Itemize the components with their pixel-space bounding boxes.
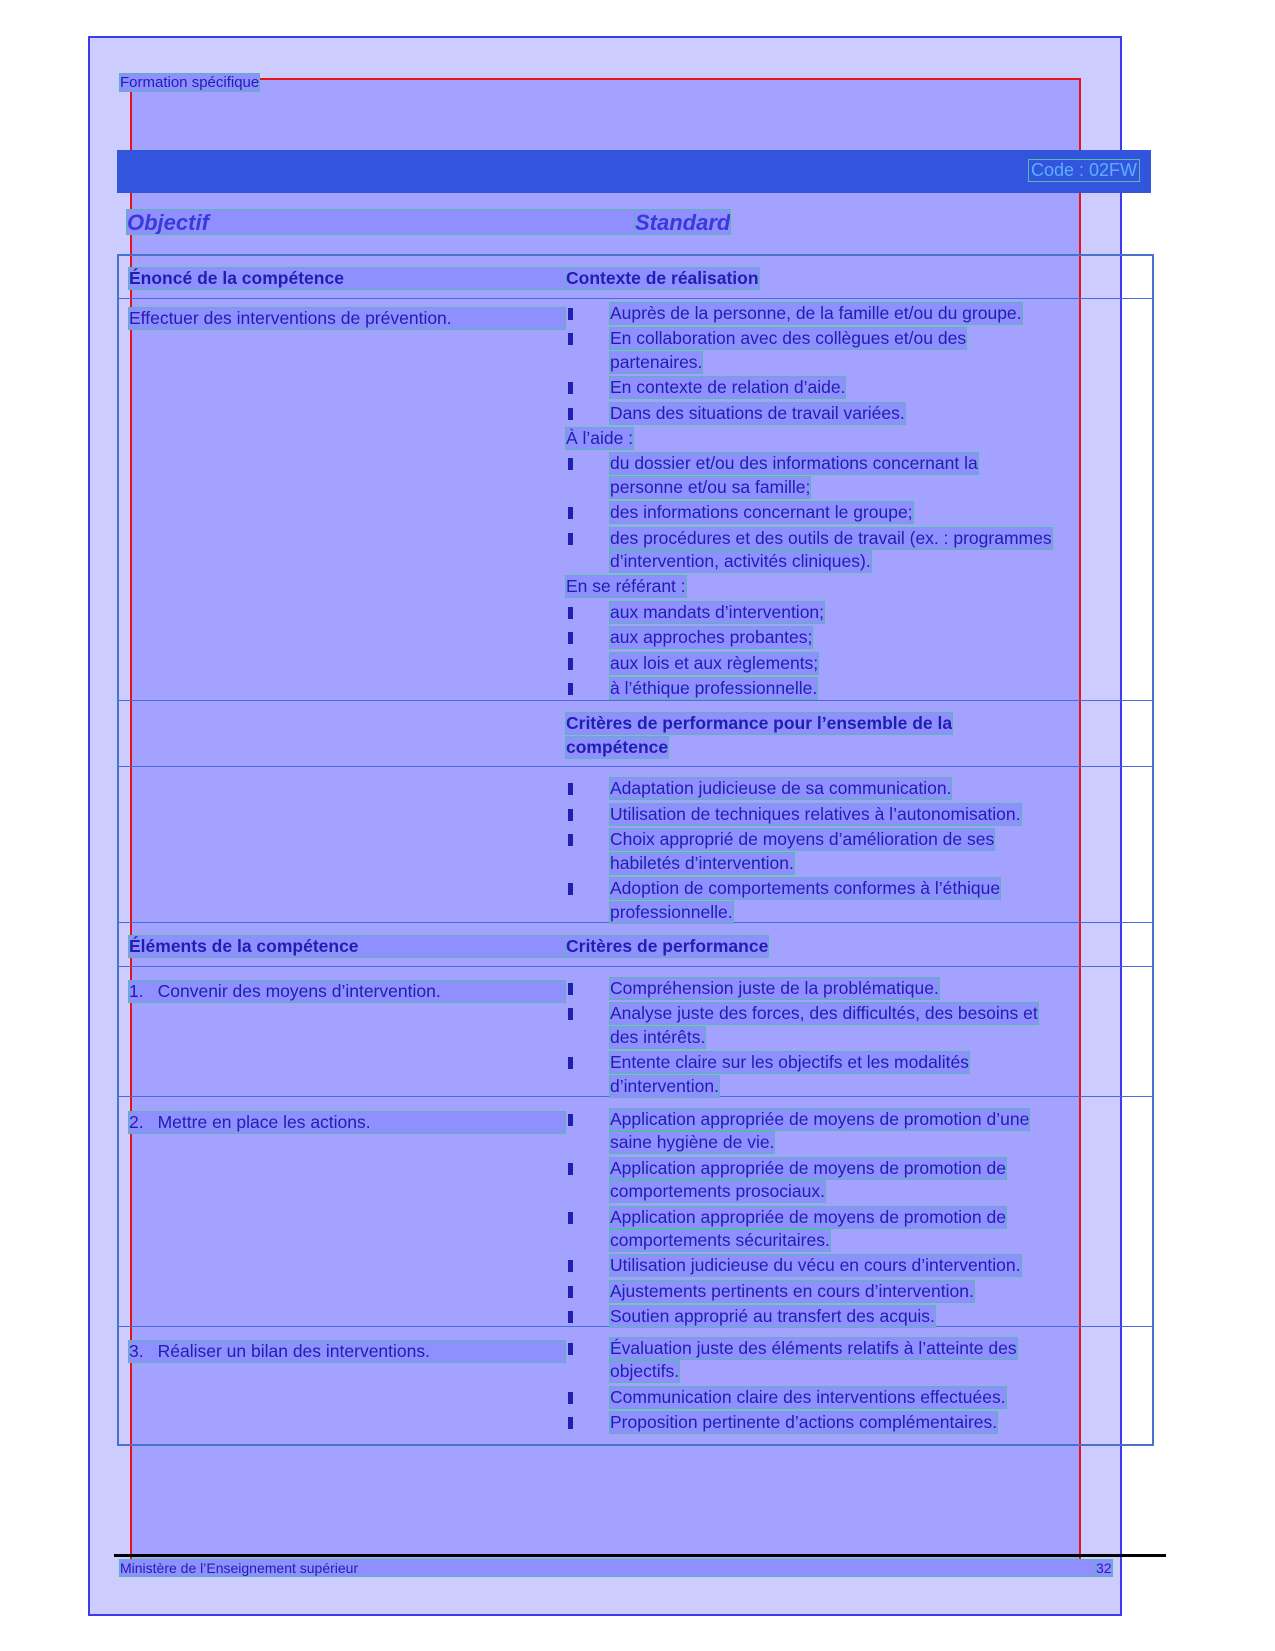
bullet-icon [568, 883, 573, 895]
element-label: Convenir des moyens d’intervention. [157, 981, 441, 1001]
row-divider [117, 700, 1154, 701]
bullet-item-text: d’intervention, activités cliniques). [610, 551, 871, 571]
context-label: À l’aide : [566, 428, 634, 448]
bullet-icon [568, 1343, 573, 1355]
bullet-item-text: Utilisation judicieuse du vécu en cours d’intervention. [610, 1255, 1021, 1276]
element-label: Réaliser un bilan des interventions. [157, 1341, 430, 1361]
bullet-item-text: Évaluation juste des éléments relatifs à l’atteinte des [610, 1338, 1017, 1358]
bullet-item-text: Ajustements pertinents en cours d’intervention. [610, 1280, 974, 1301]
bullet-item-text: Auprès de la personne, de la famille et/ou du groupe. [610, 303, 1022, 323]
bullet-icon [568, 607, 573, 619]
element-label: Mettre en place les actions. [157, 1112, 371, 1132]
row-divider [117, 766, 1154, 767]
bullet-icon [568, 834, 573, 846]
bullet-item-text: Application appropriée de moyens de promotion de [610, 1157, 1006, 1178]
bullet-icon [568, 1260, 573, 1272]
bullet-item-text: des intérêts. [610, 1026, 706, 1047]
bullet-icon [568, 1114, 573, 1126]
bullet-item-text: d’intervention. [610, 1075, 719, 1096]
bullet-icon [568, 683, 573, 695]
bullet-item-text: comportements sécuritaires. [610, 1230, 830, 1250]
bullet-icon [568, 1286, 573, 1298]
global-criteria-title-line-2: compétence [566, 737, 669, 757]
elements-column-title: Éléments de la compétence [129, 936, 565, 957]
bullet-item-text: à l’éthique professionnelle. [610, 678, 818, 698]
bullet-item-text: saine hygiène de vie. [610, 1132, 775, 1153]
code-banner [117, 150, 1151, 193]
bullet-item-text: Entente claire sur les objectifs et les modalités [610, 1052, 969, 1073]
bullet-icon [568, 458, 573, 470]
competency-code: Code : 02FW [1030, 160, 1137, 180]
competency-element [129, 981, 565, 1002]
bullet-icon [568, 809, 573, 821]
bullet-icon [568, 1057, 573, 1069]
bullet-item-text: professionnelle. [610, 902, 733, 922]
bullet-item-text: aux mandats d’intervention; [610, 601, 825, 622]
standard-heading: Standard [635, 210, 731, 235]
page-number: 32 [1096, 1560, 1112, 1576]
bullet-item-text: aux approches probantes; [610, 627, 813, 648]
bullet-item-text: des informations concernant le groupe; [610, 502, 913, 523]
bullet-item-text: Application appropriée de moyens de promotion d’une [610, 1109, 1030, 1129]
bullet-icon [568, 533, 573, 545]
bullet-icon [568, 1392, 573, 1404]
competency-element [129, 1112, 565, 1133]
row-divider [117, 966, 1154, 967]
bullet-item-text: Soutien approprié au transfert des acquis. [610, 1306, 935, 1327]
bullet-icon [568, 658, 573, 670]
bullet-icon [568, 1163, 573, 1175]
footer-rule [114, 1554, 1166, 1557]
bullet-item-text: En collaboration avec des collègues et/ou des [610, 328, 967, 349]
element-number: 2. [129, 1112, 144, 1132]
bullet-item-text: des procédures et des outils de travail (ex. : programmes [610, 527, 1052, 548]
bullet-icon [568, 1417, 573, 1429]
bullet-icon [568, 1311, 573, 1323]
bullet-item-text: du dossier et/ou des informations concernant la [610, 453, 978, 474]
bullet-item-text: Communication claire des interventions effectuées. [610, 1386, 1006, 1407]
competency-element [129, 1341, 565, 1362]
bullet-icon [568, 408, 573, 420]
context-column-title: Contexte de réalisation [566, 268, 759, 288]
bullet-icon [568, 1008, 573, 1020]
bullet-item-text: objectifs. [610, 1361, 680, 1382]
bullet-item-text: Dans des situations de travail variées. [610, 402, 905, 423]
bullet-icon [568, 1212, 573, 1224]
bullet-icon [568, 632, 573, 644]
bullet-item-text: Proposition pertinente d’actions complémentaires. [610, 1412, 998, 1433]
footer-ministry: Ministère de l’Enseignement supérieur [120, 1560, 1096, 1576]
bullet-item-text: Compréhension juste de la problématique. [610, 978, 939, 998]
bullet-item-text: Adaptation judicieuse de sa communication. [610, 778, 952, 798]
program-label: Formation spécifique [120, 74, 260, 91]
bullet-icon [568, 983, 573, 995]
bullet-item-text: Adoption de comportements conformes à l’éthique [610, 878, 1001, 899]
bullet-item-text: habiletés d’intervention. [610, 852, 794, 873]
bullet-item-text: En contexte de relation d’aide. [610, 377, 846, 398]
bullet-item-text: partenaires. [610, 351, 703, 372]
global-criteria-title-line-1: Critères de performance pour l’ensemble de la [566, 713, 953, 733]
row-divider [117, 298, 1154, 299]
context-label: En se référant : [566, 576, 686, 597]
bullet-item-text: personne et/ou sa famille; [610, 476, 811, 497]
bullet-item-text: Application appropriée de moyens de promotion de [610, 1206, 1006, 1227]
bullet-icon [568, 333, 573, 345]
bullet-icon [568, 507, 573, 519]
bullet-item-text: comportements prosociaux. [610, 1181, 825, 1202]
bullet-icon [568, 783, 573, 795]
element-number: 3. [129, 1341, 144, 1361]
element-number: 1. [129, 981, 144, 1001]
bullet-item-text: aux lois et aux règlements; [610, 652, 819, 673]
bullet-icon [568, 382, 573, 394]
bullet-item-text: Analyse juste des forces, des difficultés, des besoins et [610, 1003, 1038, 1024]
objective-heading: Objectif [127, 210, 635, 234]
bullet-item-text: Utilisation de techniques relatives à l’autonomisation. [610, 803, 1021, 824]
criteria-column-title: Critères de performance [566, 936, 769, 956]
bullet-icon [568, 308, 573, 320]
statement-column-title: Énoncé de la compétence [129, 268, 565, 289]
bullet-item-text: Choix approprié de moyens d’amélioration de ses [610, 829, 995, 850]
competency-statement: Effectuer des interventions de prévention. [129, 308, 565, 329]
